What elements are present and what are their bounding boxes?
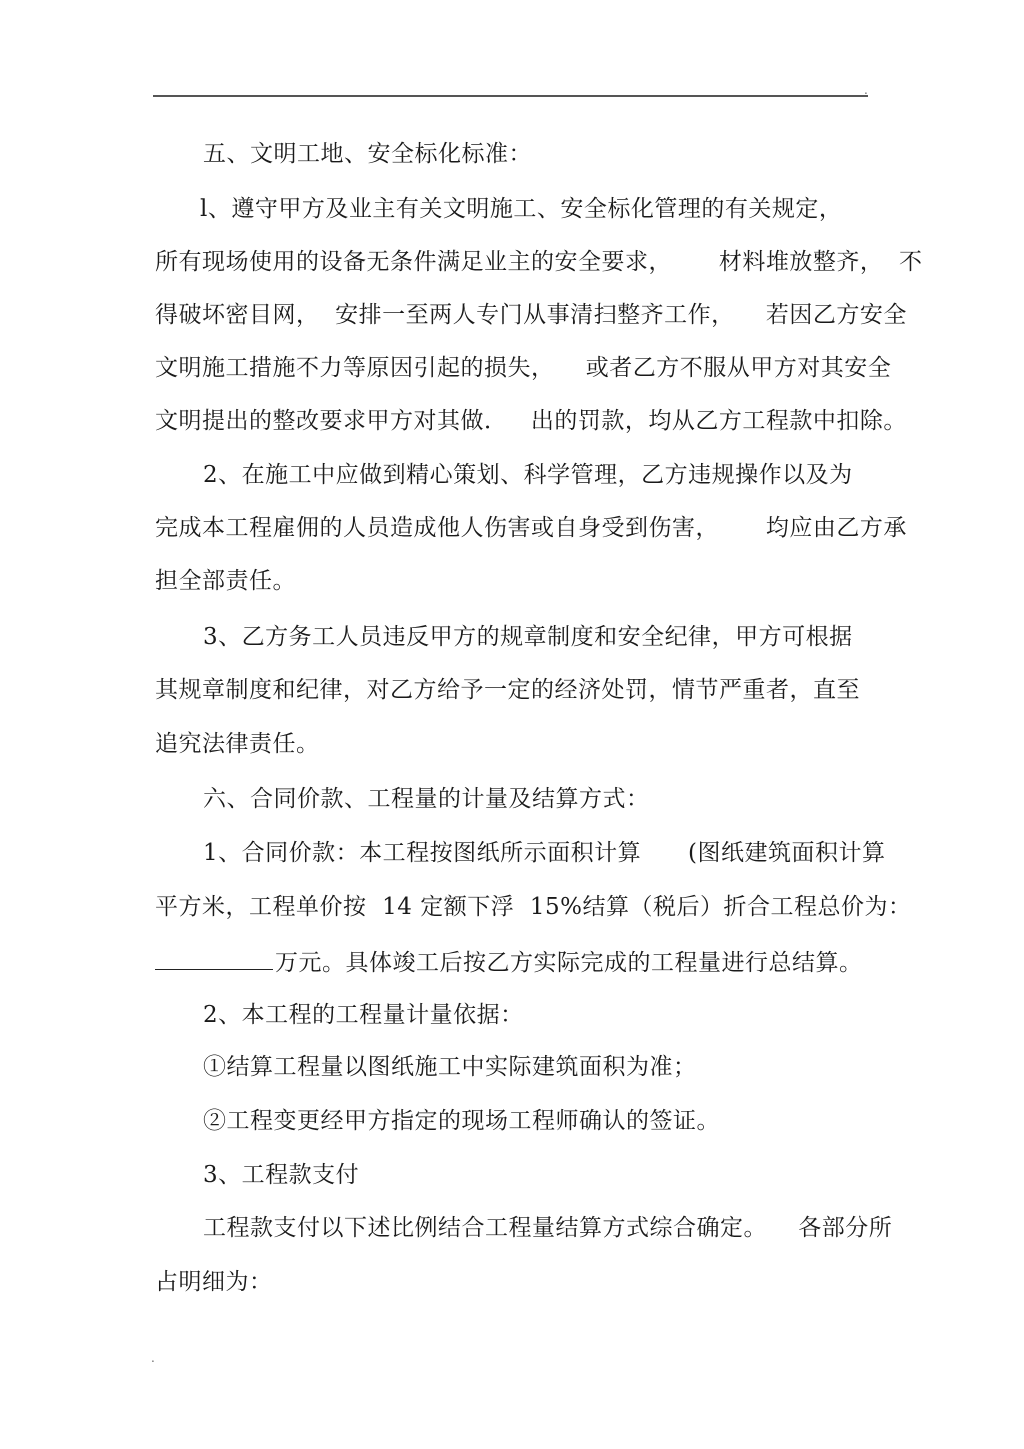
paragraph-text: 万元。具体竣工后按乙方实际完成的工程量进行总结算。 xyxy=(275,950,863,976)
paragraph-line: 3、工程款支付 xyxy=(203,1162,360,1188)
paragraph-line: 1、合同价款：本工程按图纸所示面积计算 (图纸建筑面积计算 xyxy=(203,840,886,866)
paragraph-line: 文明提出的整改要求甲方对其做． 出的罚款，均从乙方工程款中扣除。 xyxy=(155,408,907,434)
paragraph-line: 平方米，工程单价按 14 定额下浮 15%结算（税后）折合工程总价为： xyxy=(155,894,912,920)
paragraph-line xyxy=(155,945,863,978)
paragraph-line: l、遵守甲方及业主有关文明施工、安全标化管理的有关规定， xyxy=(200,196,843,222)
paragraph-line: 3、乙方务工人员违反甲方的规章制度和安全纪律，甲方可根据 xyxy=(203,624,853,650)
paragraph-line: 完成本工程雇佣的人员造成他人伤害或自身受到伤害， 均应由乙方承 xyxy=(155,515,907,541)
corner-mark: . xyxy=(864,83,868,97)
paragraph-line: ②工程变更经甲方指定的现场工程师确认的签证。 xyxy=(203,1108,720,1134)
section-heading-6: 六、合同价款、工程量的计量及结算方式： xyxy=(203,786,650,812)
paragraph-line: 其规章制度和纪律，对乙方给予一定的经济处罚，情节严重者，直至 xyxy=(155,677,860,703)
section-heading-5: 五、文明工地、安全标化标准： xyxy=(203,141,532,167)
corner-mark: . xyxy=(151,1351,155,1365)
paragraph-line: 文明施工措施不力等原因引起的损失， 或者乙方不服从甲方对其安全 xyxy=(155,355,892,381)
paragraph-line: 工程款支付以下述比例结合工程量结算方式综合确定。 各部分所 xyxy=(203,1215,893,1241)
paragraph-line: 2、在施工中应做到精心策划、科学管理，乙方违规操作以及为 xyxy=(203,462,853,488)
paragraph-line: 所有现场使用的设备无条件满足业主的安全要求， 材料堆放整齐， 不 xyxy=(155,249,923,275)
paragraph-line: 2、本工程的工程量计量依据： xyxy=(203,1002,524,1028)
paragraph-line: 追究法律责任。 xyxy=(155,731,320,757)
fill-in-blank xyxy=(155,945,273,970)
paragraph-line: 担全部责任。 xyxy=(155,568,296,594)
header-rule xyxy=(153,95,868,97)
paragraph-line: 得破坏密目网， 安排一至两人专门从事清扫整齐工作， 若因乙方安全 xyxy=(155,302,907,328)
paragraph-line: ①结算工程量以图纸施工中实际建筑面积为准； xyxy=(203,1054,697,1080)
paragraph-line: 占明细为： xyxy=(155,1269,273,1295)
